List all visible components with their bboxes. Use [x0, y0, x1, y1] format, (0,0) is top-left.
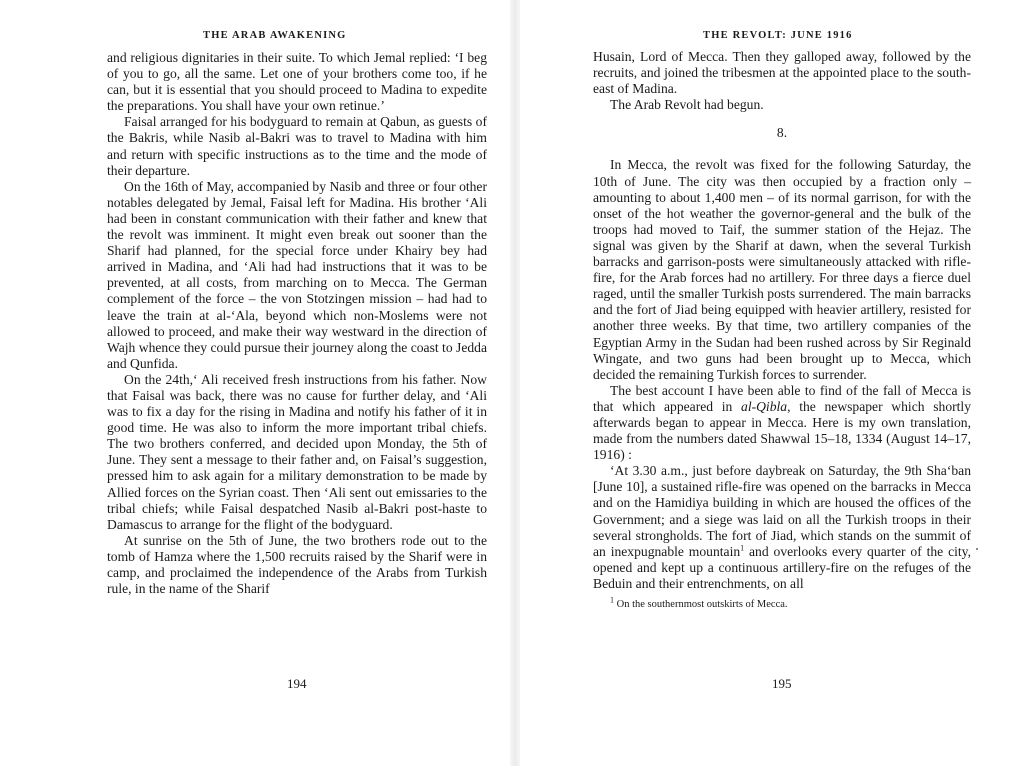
quote-text-before: ‘At 3.30 a.m., just before daybreak on Saturday, the 9th Sha‘ban [June 10], a sustained rifle-fire was opened on the barracks in Mecca and on the Hamidiya building in which are housed the offices of the Government; and a siege was laid on all the Turkish troops in their several strongholds. The fort of Jiad, which stands on the summit of an inexpugnable mountain	[593, 463, 971, 559]
left-paragraph-4: On the 24th,‘ Ali received fresh instructions from his father. Now that Faisal was back, there was no cause for further delay, and ‘Ali was to fix a day for the rising in Madina and notify his father of it in good time. He was also to inform the more important tribal chiefs. The two brothers conferred, and decided upon Monday, the 5th of June. They sent a message to their father and, on Faisal’s suggestion, pressed him to ask again for a military demonstration to be made by Allied forces on the Syrian coast. Then ‘Ali sent out emissaries to the tribal chiefs; while Faisal despatched Nasib al-Bakri post-haste to Damascus to arrange for the flight of the bodyguard.	[107, 371, 487, 532]
left-paragraph-1: and religious dignitaries in their suite. To which Jemal replied: ‘I beg of you to go, all the same. Let one of your brothers come too, if he can, but it is essential that you should proceed to Madina to expedite the preparations. You shall have your own retinue.’	[107, 50, 487, 114]
left-paragraph-2: Faisal arranged for his bodyguard to remain at Qabun, as guests of the Bakris, while Nasib al-Bakri was to travel to Madina with him and return with specific instructions as to the time and the mode of their departure.	[107, 114, 487, 178]
right-running-head: THE REVOLT: JUNE 1916	[703, 30, 853, 41]
right-paragraph-qibla	[593, 383, 971, 463]
right-text-block	[593, 49, 971, 611]
section-number: 8.	[776, 125, 788, 141]
footnote-reference: 1	[740, 543, 745, 553]
left-text-block	[107, 50, 487, 597]
footnote-mark: 1	[610, 595, 614, 605]
qibla-title: al-Qibla	[741, 398, 788, 414]
left-paragraph-3: On the 16th of May, accompanied by Nasib and three or four other notables delegated by Jemal, Faisal left for Madina. His brother ‘Ali had been in constant communication with their father and knew that the revolt was imminent. It might even break out sooner than the Sharif had planned, for the special force under Khairy bey had arrived in Madina, and ‘Ali had had instructions that it was to be prevented, at all costs, from marching on to Mecca. The German complement of the force – the von Stotzingen mission – had had to leave the train at al-‘Ala, beyond which non-Moslems were not allowed to proceed, and make their way westward in the direction of Wajh whence they could pursue their journey along the coast to Jedda and Qunfida.	[107, 178, 487, 371]
qibla-text-after: , the newspaper which shortly afterwards began to appear in Mecca. Here is my own translation, made from the numbers dated Shawwal 15–18, 1334 (August 14–17, 1916) :	[593, 398, 971, 463]
right-page	[515, 0, 1030, 766]
footnote-text: On the southernmost outskirts of Mecca.	[614, 599, 788, 610]
scan-speck	[976, 548, 978, 550]
right-paragraph-3: In Mecca, the revolt was fixed for the following Saturday, the 10th of June. The city was then occupied by a fraction only – amounting to about 1,400 men – of its normal garrison, for with the onset of the hot weather the governor-general and the bulk of the troops had moved to Taif, the summer station of the Hejaz. The signal was given by the Sharif at dawn, when the several Turkish barracks and garrison-posts were simultaneously attacked with rifle-fire, for the Arab forces had no artillery. For three days a fierce duel raged, until the smaller Turkish posts surrendered. The main barracks and the fort of Jiad being equipped with heavier artillery, resisted for another three weeks. By that time, two artillery companies of the Egyptian Army in the Sudan had been rushed across by Sir Reginald Wingate, and two guns had been brought up to Mecca, which decided the remaining Turkish forces to surrender.	[593, 157, 971, 382]
footnote	[593, 595, 971, 611]
left-paragraph-5: At sunrise on the 5th of June, the two brothers rode out to the tomb of Hamza where the 1,500 recruits raised by the Sharif were in camp, and proclaimed the independence of the Arabs from Turkish rule, in the name of the Sharif	[107, 532, 487, 597]
qibla-text-before: The best account I have been able to find of the fall of Mecca is that which appeared in	[593, 382, 971, 414]
right-paragraph-quote	[593, 463, 971, 592]
right-paragraph-1: Husain, Lord of Mecca. Then they galloped away, followed by the recruits, and joined the tribesmen at the appointed place to the south-east of Madina.	[593, 49, 971, 97]
left-page-number: 194	[287, 676, 307, 691]
quote-text-after: and overlooks every quarter of the city, opened and kept up a continuous artillery-fire on the refuges of the Beduin and their entrenchments, on all	[593, 543, 971, 591]
right-paragraph-2: The Arab Revolt had begun.	[610, 97, 764, 113]
right-page-number: 195	[772, 676, 792, 691]
left-running-head: THE ARAB AWAKENING	[203, 30, 347, 41]
